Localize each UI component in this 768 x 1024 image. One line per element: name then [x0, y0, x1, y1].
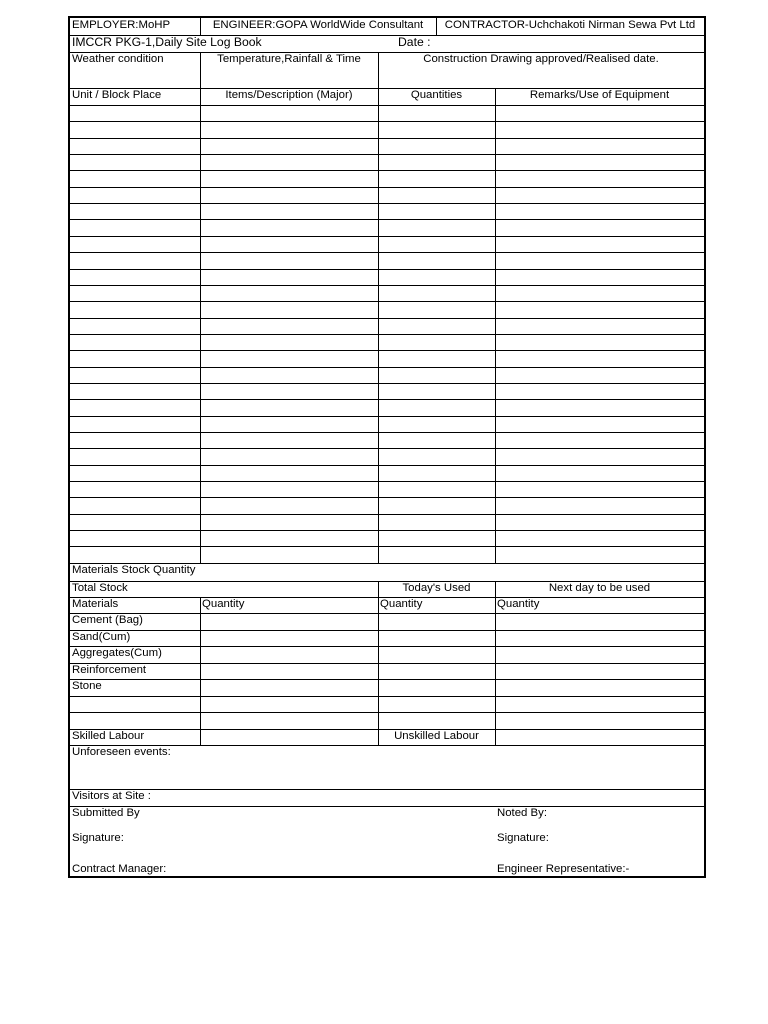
material-quantity-cell[interactable] [495, 696, 704, 713]
log-entry-cell[interactable] [495, 448, 704, 464]
log-entry-cell[interactable] [495, 105, 704, 121]
log-entry-cell[interactable] [200, 465, 378, 481]
log-entry-cell[interactable] [495, 138, 704, 154]
log-entry-cell[interactable] [495, 465, 704, 481]
log-entry-cell[interactable] [495, 383, 704, 399]
material-item-label: Aggregates(Cum) [72, 647, 162, 659]
material-quantity-cell[interactable] [378, 646, 495, 663]
column-header-unit-block: Unit / Block Place [72, 89, 162, 101]
log-entry-cell[interactable] [495, 236, 704, 252]
grid-line-vertical [495, 581, 496, 597]
noted-by-label: Noted By: [497, 806, 548, 819]
material-quantity-cell[interactable] [378, 613, 495, 630]
log-entry-cell[interactable] [378, 138, 495, 154]
log-entry-cell[interactable] [70, 383, 200, 399]
material-quantity-cell[interactable] [495, 613, 704, 630]
engineer-label: ENGINEER:GOPA WorldWide Consultant [212, 19, 424, 31]
log-entry-cell[interactable] [200, 334, 378, 350]
column-header-quantities: Quantities [410, 89, 463, 101]
log-entry-cell[interactable] [495, 121, 704, 137]
log-entry-cell[interactable] [378, 367, 495, 383]
log-entry-cell[interactable] [495, 334, 704, 350]
log-entry-cell[interactable] [378, 530, 495, 546]
log-entry-cell[interactable] [70, 170, 200, 186]
log-entry-cell[interactable] [70, 432, 200, 448]
log-entry-cell[interactable] [70, 399, 200, 415]
grid-line-vertical [200, 88, 201, 563]
log-entry-cell[interactable] [70, 219, 200, 235]
log-entry-cell[interactable] [70, 154, 200, 170]
material-quantity-cell[interactable] [200, 696, 378, 713]
material-item-label: Stone [72, 680, 102, 692]
log-entry-cell[interactable] [70, 416, 200, 432]
log-entry-cell[interactable] [378, 203, 495, 219]
material-quantity-cell[interactable] [200, 663, 378, 680]
grid-line-vertical [378, 52, 379, 88]
employer-label: EMPLOYER:MoHP [72, 19, 171, 31]
log-entry-cell[interactable] [378, 448, 495, 464]
used-quantity-column-header: Quantity [380, 598, 423, 610]
log-entry-cell[interactable] [495, 416, 704, 432]
log-entry-cell[interactable] [70, 138, 200, 154]
site-log-sheet [68, 16, 706, 878]
log-entry-cell[interactable] [70, 301, 200, 317]
material-item-label [70, 712, 200, 729]
log-entry-cell[interactable] [200, 236, 378, 252]
log-entry-cell[interactable] [70, 350, 200, 366]
skilled-labour-label: Skilled Labour [72, 729, 145, 742]
log-entry-cell[interactable] [495, 252, 704, 268]
grid-line-vertical [495, 88, 496, 563]
log-entry-cell[interactable] [70, 318, 200, 334]
log-entry-cell[interactable] [378, 236, 495, 252]
material-quantity-cell[interactable] [378, 712, 495, 729]
log-entry-cell[interactable] [70, 514, 200, 530]
log-entry-cell[interactable] [70, 448, 200, 464]
submitted-by-label: Submitted By [72, 806, 140, 819]
log-entry-cell[interactable] [495, 318, 704, 334]
log-entry-cell[interactable] [378, 105, 495, 121]
log-entry-cell[interactable] [495, 350, 704, 366]
log-entry-cell[interactable] [200, 530, 378, 546]
log-entry-cell[interactable] [200, 448, 378, 464]
log-entry-cell[interactable] [378, 350, 495, 366]
log-entry-cell[interactable] [378, 219, 495, 235]
log-entry-cell[interactable] [378, 285, 495, 301]
log-entry-cell[interactable] [200, 546, 378, 562]
log-entry-cell[interactable] [70, 546, 200, 562]
material-quantity-cell[interactable] [495, 712, 704, 729]
log-entry-cell[interactable] [70, 497, 200, 513]
log-entry-cell[interactable] [200, 154, 378, 170]
grid-line-vertical [495, 597, 496, 745]
grid-line-vertical [436, 18, 437, 35]
log-entry-cell[interactable] [70, 236, 200, 252]
log-entry-cell[interactable] [200, 187, 378, 203]
log-entry-cell[interactable] [495, 546, 704, 562]
material-quantity-cell[interactable] [378, 679, 495, 696]
material-quantity-cell[interactable] [200, 679, 378, 696]
log-entry-cell[interactable] [495, 432, 704, 448]
material-quantity-cell[interactable] [378, 663, 495, 680]
date-label: Date : [398, 35, 431, 49]
log-entry-cell[interactable] [378, 269, 495, 285]
log-entry-cell[interactable] [200, 252, 378, 268]
log-entry-cell[interactable] [378, 416, 495, 432]
log-entry-cell[interactable] [200, 285, 378, 301]
material-quantity-cell[interactable] [495, 663, 704, 680]
log-entry-cell[interactable] [200, 514, 378, 530]
log-entry-cell[interactable] [70, 105, 200, 121]
signature-right-label: Signature: [497, 831, 549, 844]
next-quantity-column-header: Quantity [497, 598, 540, 610]
log-entry-cell[interactable] [378, 318, 495, 334]
engineer-representative-label: Engineer Representative:- [497, 862, 630, 875]
log-entry-cell[interactable] [200, 170, 378, 186]
log-entry-cell[interactable] [200, 219, 378, 235]
log-entry-cell[interactable] [70, 121, 200, 137]
log-entry-cell[interactable] [378, 432, 495, 448]
material-quantity-cell[interactable] [200, 613, 378, 630]
weather-condition-label: Weather condition [72, 53, 164, 65]
grid-line-vertical [200, 52, 201, 88]
logbook-title: IMCCR PKG-1,Daily Site Log Book [72, 35, 262, 49]
log-entry-cell[interactable] [200, 269, 378, 285]
log-entry-cell[interactable] [495, 301, 704, 317]
log-entry-cell[interactable] [200, 318, 378, 334]
log-entry-cell[interactable] [495, 170, 704, 186]
material-quantity-cell[interactable] [378, 630, 495, 647]
material-item-label: Sand(Cum) [72, 630, 131, 643]
material-quantity-cell[interactable] [378, 696, 495, 713]
next-day-label: Next day to be used [548, 582, 651, 594]
signature-left-label: Signature: [72, 831, 124, 844]
log-entry-cell[interactable] [378, 546, 495, 562]
material-item-label: Reinforcement [72, 663, 147, 676]
column-header-remarks: Remarks/Use of Equipment [529, 89, 670, 101]
log-entry-cell[interactable] [200, 399, 378, 415]
log-entry-cell[interactable] [378, 121, 495, 137]
grid-line-vertical [200, 18, 201, 35]
log-entry-cell[interactable] [495, 530, 704, 546]
log-entry-cell[interactable] [70, 285, 200, 301]
log-entry-cell[interactable] [70, 465, 200, 481]
log-entry-cell[interactable] [200, 497, 378, 513]
log-entry-cell[interactable] [200, 138, 378, 154]
log-entry-cell[interactable] [70, 481, 200, 497]
column-header-items: Items/Description (Major) [225, 89, 353, 101]
log-entry-cell[interactable] [70, 203, 200, 219]
grid-line-vertical [378, 597, 379, 745]
log-entry-cell[interactable] [495, 481, 704, 497]
log-entry-cell[interactable] [378, 383, 495, 399]
log-entry-cell[interactable] [200, 203, 378, 219]
log-entry-cell[interactable] [495, 154, 704, 170]
log-entry-cell[interactable] [200, 301, 378, 317]
log-entry-cell[interactable] [495, 514, 704, 530]
material-quantity-cell[interactable] [495, 646, 704, 663]
material-quantity-cell[interactable] [495, 630, 704, 647]
todays-used-label: Today's Used [402, 582, 471, 594]
total-stock-label: Total Stock [72, 582, 128, 594]
contractor-label: CONTRACTOR-Uchchakoti Nirman Sewa Pvt Ltd [444, 19, 696, 31]
log-entry-cell[interactable] [378, 514, 495, 530]
grid-line-vertical [378, 581, 379, 597]
log-entry-cell[interactable] [70, 269, 200, 285]
log-entry-cell[interactable] [495, 497, 704, 513]
log-entry-cell[interactable] [495, 367, 704, 383]
log-entry-cell[interactable] [378, 465, 495, 481]
log-entry-cell[interactable] [378, 334, 495, 350]
log-entry-cell[interactable] [378, 187, 495, 203]
material-quantity-cell[interactable] [200, 712, 378, 729]
log-entry-cell[interactable] [378, 497, 495, 513]
log-entry-cell[interactable] [495, 399, 704, 415]
log-entry-cell[interactable] [200, 416, 378, 432]
drawing-approval-label: Construction Drawing approved/Realised date. [423, 53, 659, 65]
skilled-labour-count[interactable] [200, 729, 378, 745]
contract-manager-label: Contract Manager: [72, 862, 167, 875]
log-entry-cell[interactable] [495, 219, 704, 235]
log-entry-cell[interactable] [200, 432, 378, 448]
unforeseen-events-label: Unforeseen events: [72, 745, 171, 758]
log-entry-cell[interactable] [378, 301, 495, 317]
log-entry-cell[interactable] [70, 367, 200, 383]
log-entry-cell[interactable] [378, 252, 495, 268]
log-entry-cell[interactable] [378, 399, 495, 415]
log-entry-cell[interactable] [70, 187, 200, 203]
log-entry-cell[interactable] [70, 252, 200, 268]
log-entry-cell[interactable] [495, 187, 704, 203]
log-entry-cell[interactable] [70, 530, 200, 546]
log-entry-cell[interactable] [378, 481, 495, 497]
temperature-label: Temperature,Rainfall & Time [217, 53, 361, 65]
log-entry-cell[interactable] [378, 170, 495, 186]
visitors-label: Visitors at Site : [72, 789, 151, 802]
material-quantity-cell[interactable] [495, 679, 704, 696]
materials-column-header: Materials [72, 598, 119, 610]
log-entry-cell[interactable] [495, 269, 704, 285]
materials-section-title: Materials Stock Quantity [72, 564, 196, 576]
log-entry-cell[interactable] [200, 350, 378, 366]
log-entry-cell[interactable] [495, 285, 704, 301]
material-item-label: Cement (Bag) [72, 614, 143, 626]
material-quantity-cell[interactable] [200, 630, 378, 647]
material-quantity-cell[interactable] [200, 646, 378, 663]
log-entry-cell[interactable] [200, 367, 378, 383]
log-entry-cell[interactable] [200, 121, 378, 137]
grid-line-vertical [200, 597, 201, 745]
log-entry-cell[interactable] [378, 154, 495, 170]
total-quantity-column-header: Quantity [202, 598, 245, 610]
log-entry-cell[interactable] [200, 481, 378, 497]
log-entry-cell[interactable] [200, 383, 378, 399]
grid-line-vertical [378, 88, 379, 563]
log-entry-cell[interactable] [495, 203, 704, 219]
log-entry-cell[interactable] [200, 105, 378, 121]
unskilled-labour-label: Unskilled Labour [394, 729, 479, 742]
unskilled-labour-count[interactable] [495, 729, 704, 745]
material-item-label [70, 696, 200, 713]
log-entry-cell[interactable] [70, 334, 200, 350]
